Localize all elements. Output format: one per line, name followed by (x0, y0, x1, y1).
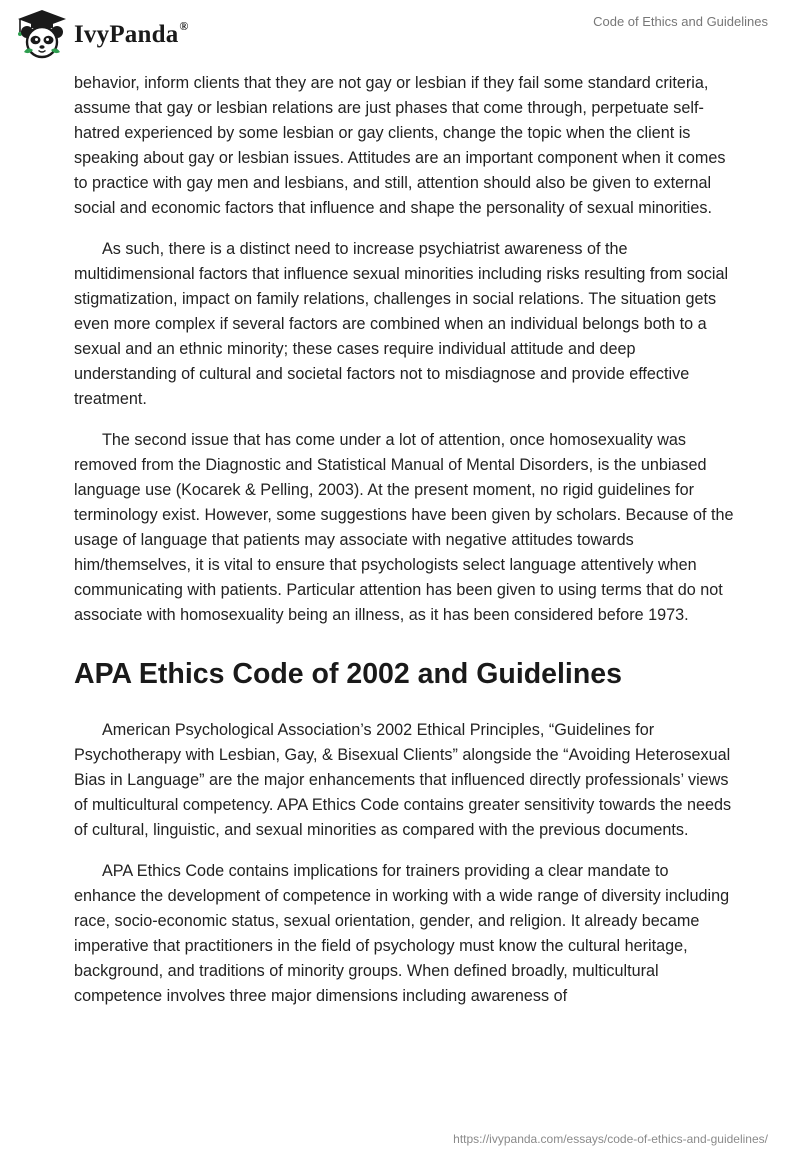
paragraph-continued: behavior, inform clients that they are not gay or lesbian if they fail some standard criteria, assume that gay or lesbian relations are just phases that come through, perpetuate self-hatred experienced by some lesbian or gay clients, change the topic when the client is speaking about gay or lesbian issues. Attitudes are an important component when it comes to practice with gay men and lesbians, and still, attention should also be given to external social and economic factors that influence and shape the personality of sexual minorities. (74, 74, 726, 217)
paragraph: APA Ethics Code contains implications for trainers providing a clear mandate to enhance the development of competence in working with a wide range of diversity including race, socio-economic status, sexual orientation, gender, and religion. It already became imperative that practitioners in the field of psychology must know the cultural heritage, background, and traditions of minority groups. When defined broadly, multicultural competence involves three major dimensions including awareness of (74, 862, 730, 1005)
brand-logo[interactable] (14, 8, 189, 60)
page-header (0, 0, 800, 70)
paragraph: As such, there is a distinct need to increase psychiatrist awareness of the multidimensional factors that influence sexual minorities including risks resulting from social stigmatization, impact on family relations, challenges in social relations. The situation gets even more complex if several factors are combined when an individual belongs both to a sexual and an ethnic minority; these cases require individual attitude and deep understanding of cultural and societal factors not to misdiagnose and provide effective treatment. (74, 240, 729, 408)
section-heading: APA Ethics Code of 2002 and Guidelines (74, 658, 622, 690)
panda-graduation-cap-icon (14, 8, 70, 60)
paragraph: The second issue that has come under a lot of attention, once homosexuality was removed from the Diagnostic and Statistical Manual of Mental Disorders, is the unbiased language use (Kocarek & Pelling, 2003). At the present moment, no rigid guidelines for terminology exist. However, some suggestions have been given by scholars. Because of the usage of language that patients may associate with negative attitudes towards him/themselves, it is vital to ensure that psychologists select language attentively when communicating with patients. Particular attention has been given to using terms that do not associate with homosexuality being an illness, as it has been considered before 1973. (74, 431, 734, 624)
essay-content (74, 71, 734, 1025)
document-title: Code of Ethics and Guidelines (593, 14, 768, 29)
source-url[interactable]: https://ivypanda.com/essays/code-of-ethics-and-guidelines/ (453, 1132, 768, 1146)
registered-mark: ® (179, 19, 189, 33)
brand-name: IvyPanda® (74, 19, 189, 48)
paragraph: American Psychological Association’s 2002 Ethical Principles, “Guidelines for Psychotherapy with Lesbian, Gay, & Bisexual Clients” alongside the “Avoiding Heterosexual Bias in Language” are the major enhancements that influenced directly professionals’ views of multicultural competency. APA Ethics Code contains greater sensitivity towards the needs of cultural, linguistic, and sexual minorities as compared with the previous documents. (74, 721, 732, 839)
